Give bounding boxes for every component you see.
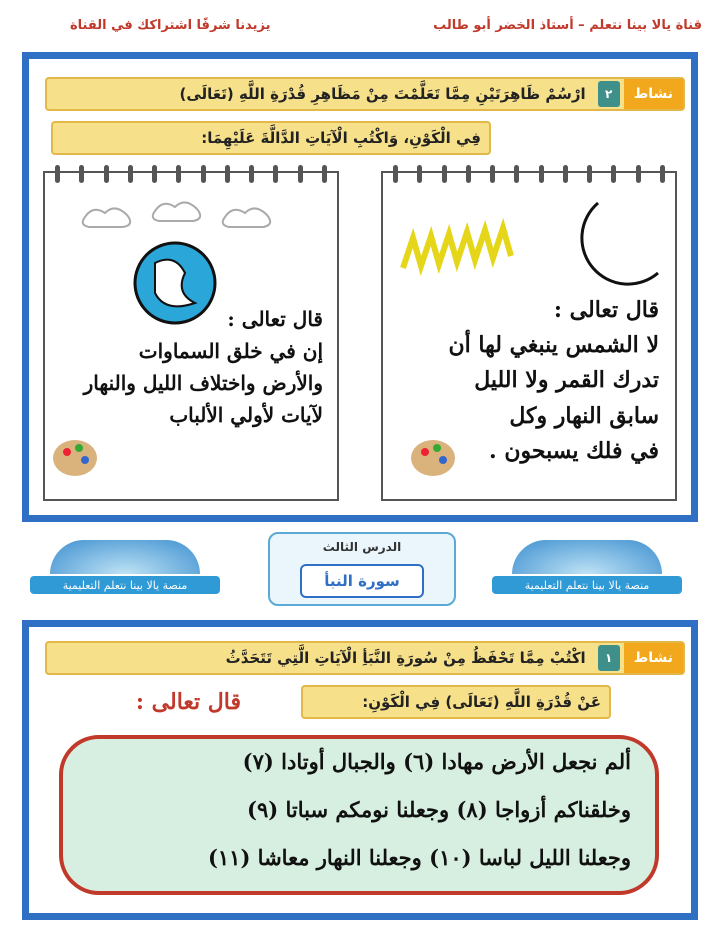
activity-badge: نشاط	[624, 79, 683, 109]
quote-label: قال تعالى :	[135, 689, 241, 715]
platform-banner-right	[492, 540, 682, 600]
subscribe-note: يزيدنا شرفًا اشتراكك في القناة	[70, 18, 271, 33]
drawing-card-earth	[43, 171, 339, 501]
instruction-line-1: ارْسُمْ ظَاهِرَتَيْنِ مِمَّا تَعَلَّمْتَ مِنْ مَظَاهِرِ قُدْرَةِ اللَّهِ (تَعَالَى)	[179, 85, 586, 103]
open-book-icon	[512, 540, 662, 574]
card-text-left: قال تعالى : إن في خلق السماوات والأرض واختلاف الليل والنهار لآيات لأولي الألباب	[83, 307, 323, 427]
activity-badge: نشاط	[624, 643, 683, 673]
platform-banner-left	[30, 540, 220, 600]
verses-frame	[59, 735, 659, 895]
lamp-icon: ٢	[598, 81, 620, 107]
card-text-right: قال تعالى : لا الشمس ينبغي لها أن تدرك القمر ولا الليل سابق النهار وكل في فلك يسبحون .	[448, 297, 659, 464]
verse-line: ألم نجعل الأرض مهادا (٦) والجبال أوتادا (٧)	[242, 749, 631, 774]
verse-line: وجعلنا الليل لباسا (١٠) وجعلنا النهار معاشا (١١)	[207, 845, 631, 870]
lamp-icon: ١	[598, 645, 620, 671]
palette-icon	[53, 440, 97, 476]
lesson-number: الدرس الثالث	[322, 540, 402, 554]
verse-line: وخلقناكم أزواجا (٨) وجعلنا نومكم سباتا (٩)	[247, 797, 631, 822]
activity-2-ribbon-2	[51, 121, 491, 155]
activity-1-ribbon	[45, 641, 685, 675]
lesson-title: سورة النبأ	[300, 564, 424, 598]
activity-1-panel	[22, 620, 698, 920]
activity-2-panel	[22, 52, 698, 522]
lesson-title-box	[268, 532, 456, 606]
instruction-line-1: اكْتُبْ مِمَّا تَحْفَظُ مِنْ سُورَةِ النَّبَأِ الْآيَاتِ الَّتِي تَتَحَدَّثُ	[225, 649, 586, 667]
instruction-line-2: فِي الْكَوْنِ، وَاكْتُبِ الْآيَاتِ الدَّالَّةَ عَلَيْهِمَا:	[201, 129, 481, 147]
activity-2-ribbon	[45, 77, 685, 111]
instruction-line-2: عَنْ قُدْرَةِ اللَّهِ (تَعَالَى) فِي الْكَوْنِ:	[362, 693, 601, 711]
page-header	[0, 0, 720, 42]
platform-name: منصة يالا بينا نتعلم التعليمية	[492, 576, 682, 594]
activity-1-ribbon-2	[301, 685, 611, 719]
platform-name: منصة يالا بينا نتعلم التعليمية	[30, 576, 220, 594]
channel-title: قناة يالا بينا نتعلم – أستاذ الخضر أبو طالب	[433, 18, 702, 33]
open-book-icon	[50, 540, 200, 574]
drawing-card-sun-moon	[381, 171, 677, 501]
